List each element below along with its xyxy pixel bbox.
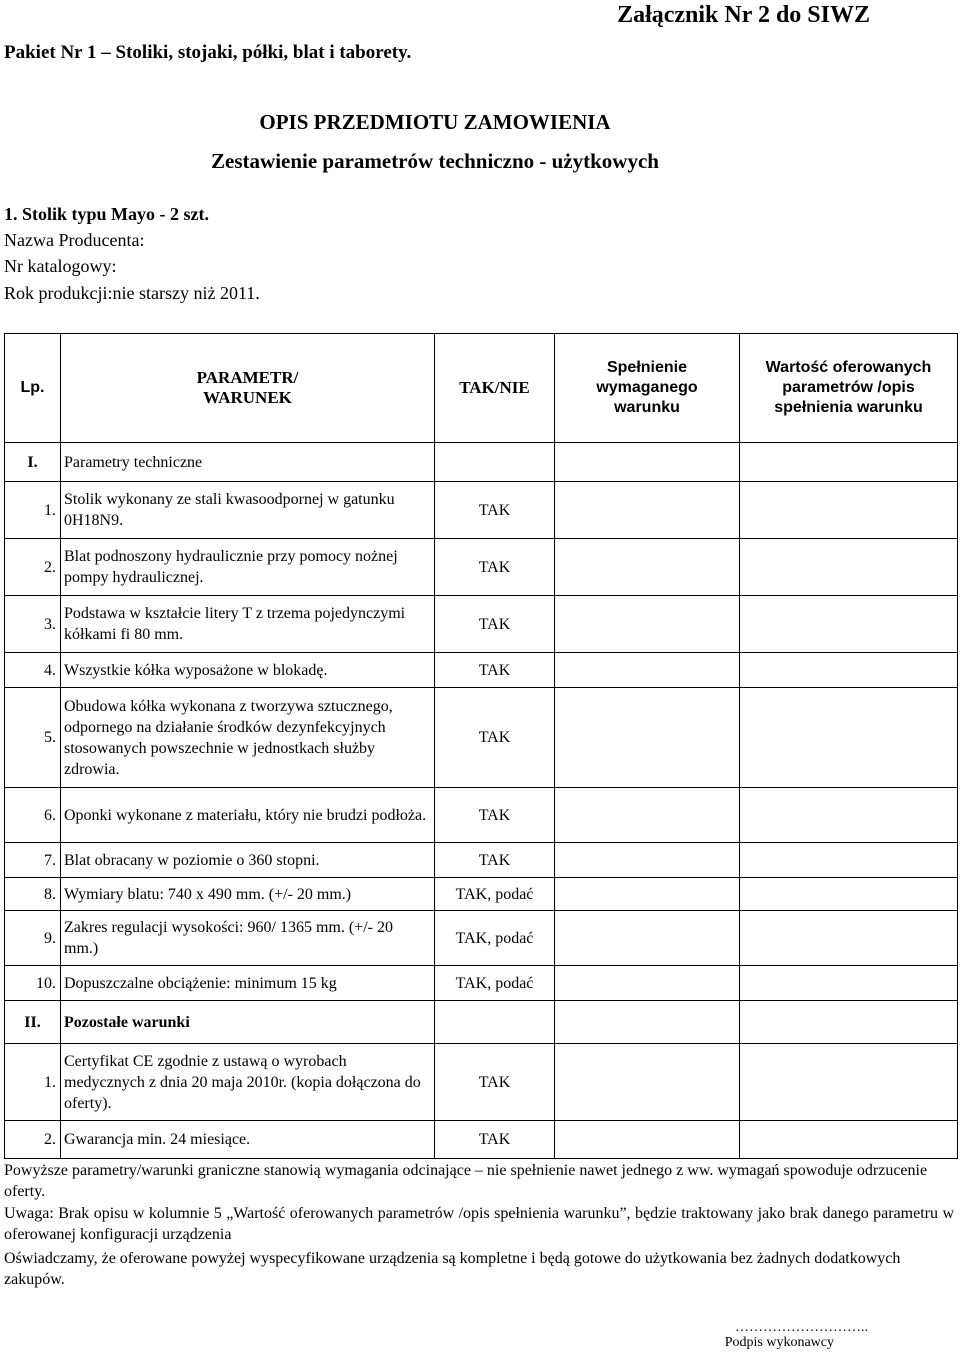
row-requirement: TAK, podać [435,966,555,1001]
row-requirement: TAK [435,539,555,596]
row-number: 6. [5,788,61,843]
fulfilment-cell[interactable] [555,788,740,843]
signature-line: ……………………….. [735,1320,868,1335]
row-number: 3. [5,596,61,653]
table-row [5,596,958,653]
section-number: I. [5,443,61,482]
offered-value-cell[interactable] [740,843,958,878]
row-requirement: TAK, podać [435,911,555,966]
row-requirement: TAK [435,1121,555,1159]
offered-value-cell[interactable] [740,443,958,482]
row-number: 4. [5,653,61,688]
package-title: Pakiet Nr 1 – Stoliki, stojaki, półki, blat i taborety. [4,42,412,63]
header-parameter-line1: PARAMETR/ [196,368,299,387]
row-requirement: TAK [435,688,555,788]
document-subtitle: Zestawienie parametrów techniczno - użytkowych [211,149,659,173]
catalog-number-field: Nr katalogowy: [4,256,117,276]
table-row [5,966,958,1001]
offered-value-cell[interactable] [740,596,958,653]
header-lp: Lp. [5,334,61,443]
fulfilment-cell[interactable] [555,1001,740,1044]
row-parameter: Podstawa w kształcie litery T z trzema pojedynczymi kółkami fi 80 mm. [61,596,435,653]
row-number: 10. [5,966,61,1001]
offered-value-cell[interactable] [740,1121,958,1159]
offered-value-cell[interactable] [740,653,958,688]
document-title: OPIS PRZEDMIOTU ZAMOWIENIA [259,110,611,134]
note-disqualifying-requirements: Powyższe parametry/warunki graniczne stanowią wymagania odcinające – nie spełnienie nawet jednego z ww. wymagań spowoduje odrzucenie oferty. [4,1162,928,1200]
row-number: 2. [5,1121,61,1159]
table-row [5,482,958,539]
offered-value-cell[interactable] [740,482,958,539]
row-requirement: TAK, podać [435,878,555,911]
table-row [5,843,958,878]
row-parameter: Obudowa kółka wykonana z tworzywa sztucznego, odpornego na działanie środków dezynfekcyjnych stosowanych powszechnie w jednostkach służby zdrowia. [61,688,435,788]
table-header-row [5,334,958,443]
row-number: 7. [5,843,61,878]
note-completeness-declaration: Oświadczamy, że oferowane powyżej wyspecyfikowane urządzenia są kompletne i będą gotowe do użytkowania bez żadnych dodatkowych zakupów. [4,1250,901,1288]
offered-value-cell[interactable] [740,966,958,1001]
specification-table [4,333,958,1159]
table-row [5,653,958,688]
header-parameter-line2: WARUNEK [203,388,292,407]
empty-cell [435,1001,555,1044]
offered-value-cell[interactable] [740,688,958,788]
fulfilment-cell[interactable] [555,911,740,966]
row-number: 5. [5,688,61,788]
section-label: Pozostałe warunki [61,1001,435,1044]
row-number: 9. [5,911,61,966]
fulfilment-cell[interactable] [555,443,740,482]
row-requirement: TAK [435,653,555,688]
fulfilment-cell[interactable] [555,688,740,788]
row-parameter: Gwarancja min. 24 miesiące. [61,1121,435,1159]
row-number: 8. [5,878,61,911]
table-row [5,688,958,788]
offered-value-cell[interactable] [740,788,958,843]
header-taknie: TAK/NIE [435,334,555,443]
row-parameter: Zakres regulacji wysokości: 960/ 1365 mm. (+/- 20 mm.) [61,911,435,966]
section-label: Parametry techniczne [61,443,435,482]
header-offered-line2: parametrów /opis [782,379,915,396]
production-year-field: Rok produkcji:nie starszy niż 2011. [4,283,260,303]
item-title: 1. Stolik typu Mayo - 2 szt. [4,204,210,224]
fulfilment-cell[interactable] [555,482,740,539]
row-number: 2. [5,539,61,596]
header-fulfilment-line2: wymaganego [596,379,698,396]
table-row [5,1121,958,1159]
header-fulfilment [555,334,740,443]
offered-value-cell[interactable] [740,1044,958,1121]
annex-label: Załącznik Nr 2 do SIWZ [617,2,870,28]
fulfilment-cell[interactable] [555,843,740,878]
row-parameter: Blat obracany w poziomie o 360 stopni. [61,843,435,878]
fulfilment-cell[interactable] [555,1044,740,1121]
row-parameter: Wymiary blatu: 740 x 490 mm. (+/- 20 mm.) [61,878,435,911]
section-row [5,1001,958,1044]
table-row [5,1044,958,1121]
table-row [5,788,958,843]
fulfilment-cell[interactable] [555,1121,740,1159]
fulfilment-cell[interactable] [555,966,740,1001]
row-requirement: TAK [435,482,555,539]
table-row [5,878,958,911]
row-requirement: TAK [435,788,555,843]
row-parameter: Certyfikat CE zgodnie z ustawą o wyrobach medycznych z dnia 20 maja 2010r. (kopia dołączona do oferty). [61,1044,435,1121]
row-parameter: Blat podnoszony hydraulicznie przy pomocy nożnej pompy hydraulicznej. [61,539,435,596]
header-offered-line1: Wartość oferowanych [765,359,932,376]
row-parameter: Oponki wykonane z materiału, który nie brudzi podłoża. [61,788,435,843]
row-requirement: TAK [435,843,555,878]
row-parameter: Stolik wykonany ze stali kwasoodpornej w gatunku 0H18N9. [61,482,435,539]
empty-cell [435,443,555,482]
offered-value-cell[interactable] [740,1001,958,1044]
section-number: II. [5,1001,61,1044]
offered-value-cell[interactable] [740,911,958,966]
fulfilment-cell[interactable] [555,539,740,596]
fulfilment-cell[interactable] [555,596,740,653]
offered-value-cell[interactable] [740,539,958,596]
header-parameter [61,334,435,443]
header-offered-values [740,334,958,443]
row-requirement: TAK [435,596,555,653]
row-parameter: Wszystkie kółka wyposażone w blokadę. [61,653,435,688]
header-fulfilment-line3: warunku [614,399,680,416]
header-offered-line3: spełnienia warunku [774,399,923,416]
row-parameter: Dopuszczalne obciążenie: minimum 15 kg [61,966,435,1001]
fulfilment-cell[interactable] [555,653,740,688]
row-requirement: TAK [435,1044,555,1121]
row-number: 1. [5,482,61,539]
signature-label: Podpis wykonawcy [724,1335,834,1350]
note-missing-description: Uwaga: Brak opisu w kolumnie 5 „Wartość oferowanych parametrów /opis spełnienia warunku”, będzie traktowany jako brak danego parametru w oferowanej konfiguracji urządzenia [4,1205,954,1243]
table-row [5,911,958,966]
fulfilment-cell[interactable] [555,878,740,911]
header-fulfilment-line1: Spełnienie [606,359,688,376]
section-row [5,443,958,482]
table-row [5,539,958,596]
row-number: 1. [5,1044,61,1121]
producer-field: Nazwa Producenta: [4,230,145,250]
offered-value-cell[interactable] [740,878,958,911]
